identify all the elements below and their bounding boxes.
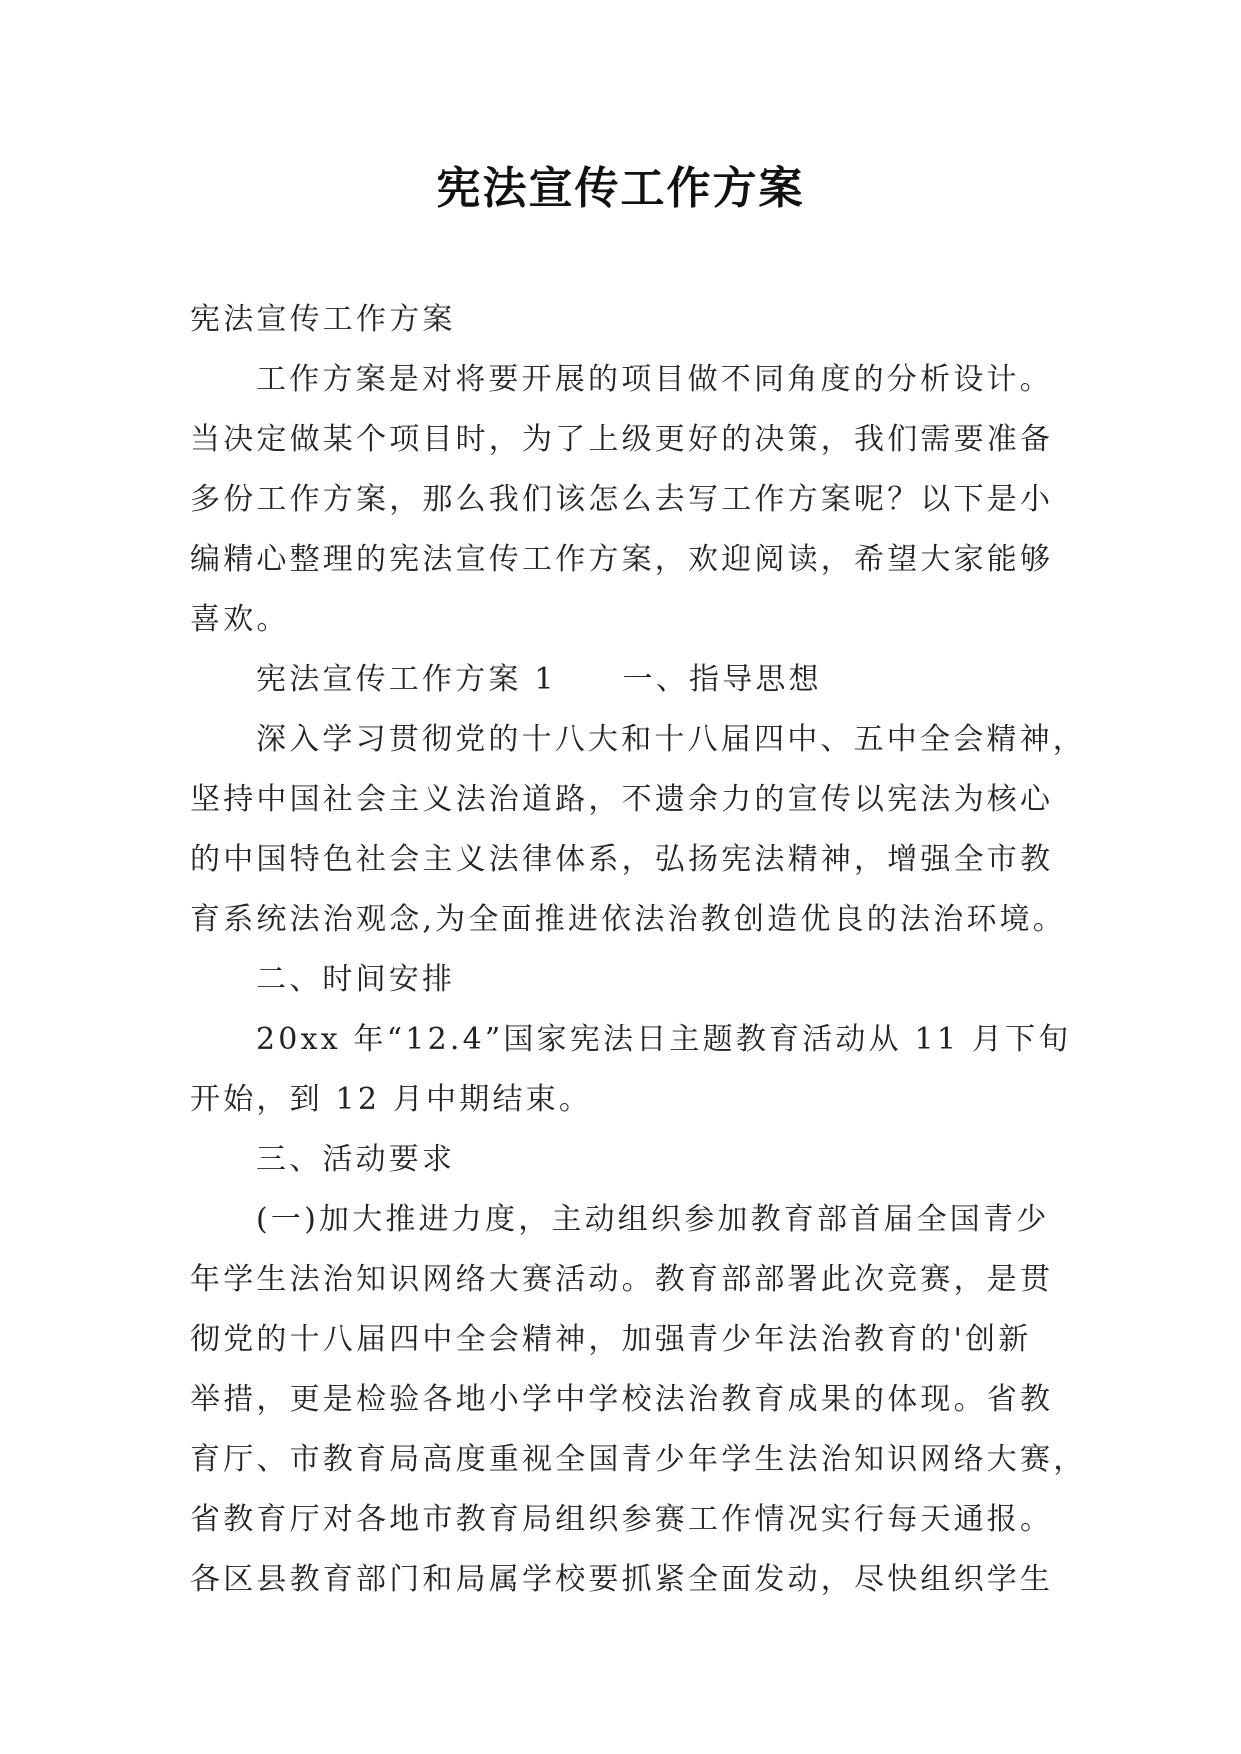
text-line — [190, 350, 1060, 410]
text-line — [190, 1070, 1060, 1130]
text-line-content: 二、时间安排 — [256, 962, 456, 997]
section-heading-inline: 一、指导思想 — [622, 662, 822, 697]
text-line-content: 开始，到 12 月中期结束。 — [190, 1082, 593, 1117]
text-line — [190, 1430, 1087, 1490]
text-line — [190, 650, 1060, 710]
text-line-content: 当决定做某个项目时，为了上级更好的决策，我们需要准备 — [190, 422, 1054, 457]
text-line — [190, 950, 1060, 1010]
text-line — [190, 1370, 1060, 1430]
text-line-content: 三、活动要求 — [256, 1142, 456, 1177]
text-line — [190, 830, 1060, 890]
document-title: 宪法宣传工作方案 — [436, 163, 805, 214]
text-line-content: 的中国特色社会主义法律体系，弘扬宪法精神，增强全市教 — [190, 842, 1054, 877]
text-line-content: 工作方案是对将要开展的项目做不同角度的分析设计。 — [256, 362, 1053, 397]
text-line — [190, 1310, 1060, 1370]
text-line — [190, 1190, 1060, 1250]
text-line — [190, 1490, 1060, 1550]
text-line-content: 举措，更是检验各地小学中学校法治教育成果的体现。省教 — [190, 1382, 1054, 1417]
text-line-content: 多份工作方案，那么我们该怎么去写工作方案呢？以下是小 — [190, 482, 1054, 517]
text-line-content: 坚持中国社会主义法治道路，不遗余力的宣传以宪法为核心 — [190, 782, 1054, 817]
text-line-content: 20xx 年“12.4”国家宪法日主题教育活动从 11 月下旬 — [256, 1022, 1072, 1057]
text-line-content: 宪法宣传工作方案 1 — [256, 662, 557, 697]
text-line-content: 育厅、市教育局高度重视全国青少年学生法治知识网络大赛， — [190, 1442, 1087, 1477]
text-line — [190, 770, 1060, 830]
text-line-content: 育系统法治观念,为全面推进依法治教创造优良的法治环境。 — [190, 902, 1066, 937]
text-line — [190, 890, 1066, 950]
text-line-content: 深入学习贯彻党的十八大和十八届四中、五中全会精神， — [256, 722, 1086, 757]
text-line — [190, 470, 1060, 530]
text-line — [190, 590, 1060, 650]
text-line-content: 各区县教育部门和局属学校要抓紧全面发动，尽快组织学生 — [190, 1562, 1054, 1597]
text-line-content: 喜欢。 — [190, 602, 290, 637]
text-line-content: 省教育厅对各地市教育局组织参赛工作情况实行每天通报。 — [190, 1502, 1054, 1537]
document-body — [190, 290, 1087, 1610]
text-line-content: 编精心整理的宪法宣传工作方案，欢迎阅读，希望大家能够 — [190, 542, 1054, 577]
text-line — [190, 410, 1060, 470]
text-line — [190, 1010, 1072, 1070]
text-line-content: (一)加大推进力度，主动组织参加教育部首届全国青少 — [256, 1202, 1050, 1237]
text-line — [190, 530, 1060, 590]
text-line-content: 年学生法治知识网络大赛活动。教育部部署此次竞赛，是贯 — [190, 1262, 1054, 1297]
text-line-content: 宪法宣传工作方案 — [190, 302, 456, 337]
text-line-content: 彻党的十八届四中全会精神，加强青少年法治教育的'创新 — [190, 1322, 1032, 1357]
text-line — [190, 1550, 1060, 1610]
text-line — [190, 1130, 1060, 1190]
text-line — [190, 290, 1060, 350]
text-line — [190, 1250, 1060, 1310]
text-line — [190, 710, 1086, 770]
